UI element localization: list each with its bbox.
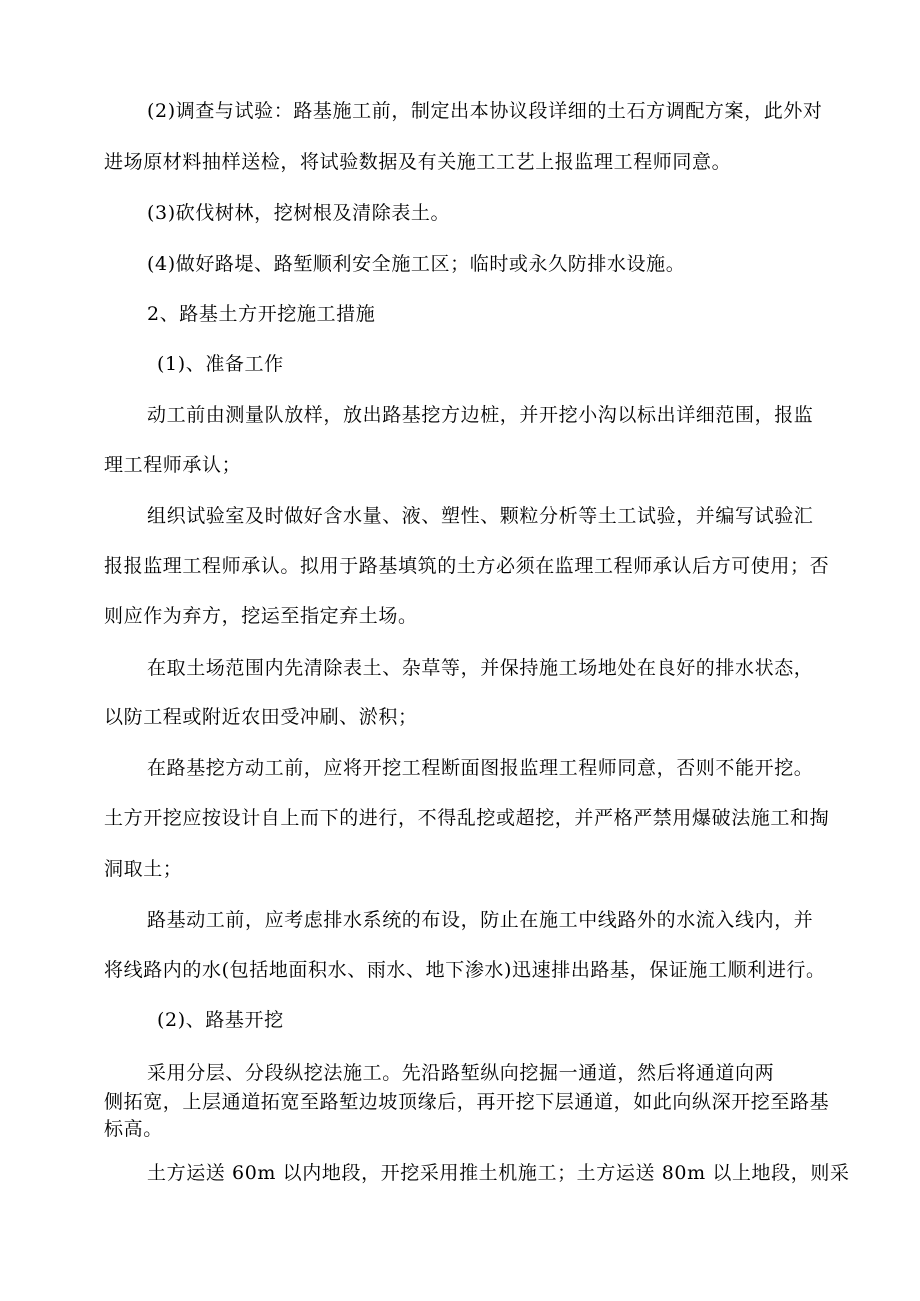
text-line: 则应作为弃方，挖运至指定弃土场。 xyxy=(104,605,418,627)
subsection-heading: (2)、路基开挖 xyxy=(157,1009,284,1031)
text-line: 在路基挖方动工前，应将开挖工程断面图报监理工程师同意，否则不能开挖。 xyxy=(147,757,814,779)
text-line: 进场原材料抽样送检，将试验数据及有关施工工艺上报监理工程师同意。 xyxy=(104,151,732,173)
text-line: (4)做好路堤、路堑顺利安全施工区；临时或永久防排水设施。 xyxy=(147,253,686,275)
text-line: 标高。 xyxy=(104,1118,163,1140)
text-line: 采用分层、分段纵挖法施工。先沿路堑纵向挖掘一通道，然后将通道向两 xyxy=(147,1062,775,1084)
subsection-heading: (1)、准备工作 xyxy=(157,353,284,375)
text-line: 报报监理工程师承认。拟用于路基填筑的土方必须在监理工程师承认后方可使用；否 xyxy=(104,555,830,577)
text-line: (3)砍伐树林，挖树根及清除表土。 xyxy=(147,202,451,224)
text-line: 组织试验室及时做好含水量、液、塑性、颗粒分析等土工试验，并编写试验汇 xyxy=(147,505,814,527)
text-line: 将线路内的水(包括地面积水、雨水、地下渗水)迅速排出路基，保证施工顺利进行。 xyxy=(104,959,826,981)
text-line: 理工程师承认； xyxy=(104,454,242,476)
text-line: 在取土场范围内先清除表土、杂草等，并保持施工场地处在良好的排水状态， xyxy=(147,657,814,679)
text-line: (2)调查与试验：路基施工前，制定出本协议段详细的土石方调配方案，此外对 xyxy=(147,100,823,122)
text-line: 侧拓宽，上层通道拓宽至路堑边坡顶缘后，再开挖下层通道，如此向纵深开挖至路基 xyxy=(104,1091,830,1113)
text-line: 土方开挖应按设计自上而下的进行，不得乱挖或超挖，并严格严禁用爆破法施工和掏 xyxy=(104,807,830,829)
text-line: 以防工程或附近农田受冲刷、淤积； xyxy=(104,706,418,728)
text-line: 动工前由测量队放样，放出路基挖方边桩，并开挖小沟以标出详细范围，报监 xyxy=(147,404,814,426)
text-line: 路基动工前，应考虑排水系统的布设，防止在施工中线路外的水流入线内，并 xyxy=(147,909,814,931)
text-line: 洞取土； xyxy=(104,858,183,880)
text-line: 土方运送 60m 以内地段，开挖采用推土机施工；土方运送 80m 以上地段，则采 xyxy=(147,1162,850,1184)
section-heading: 2、路基土方开挖施工措施 xyxy=(147,303,376,325)
